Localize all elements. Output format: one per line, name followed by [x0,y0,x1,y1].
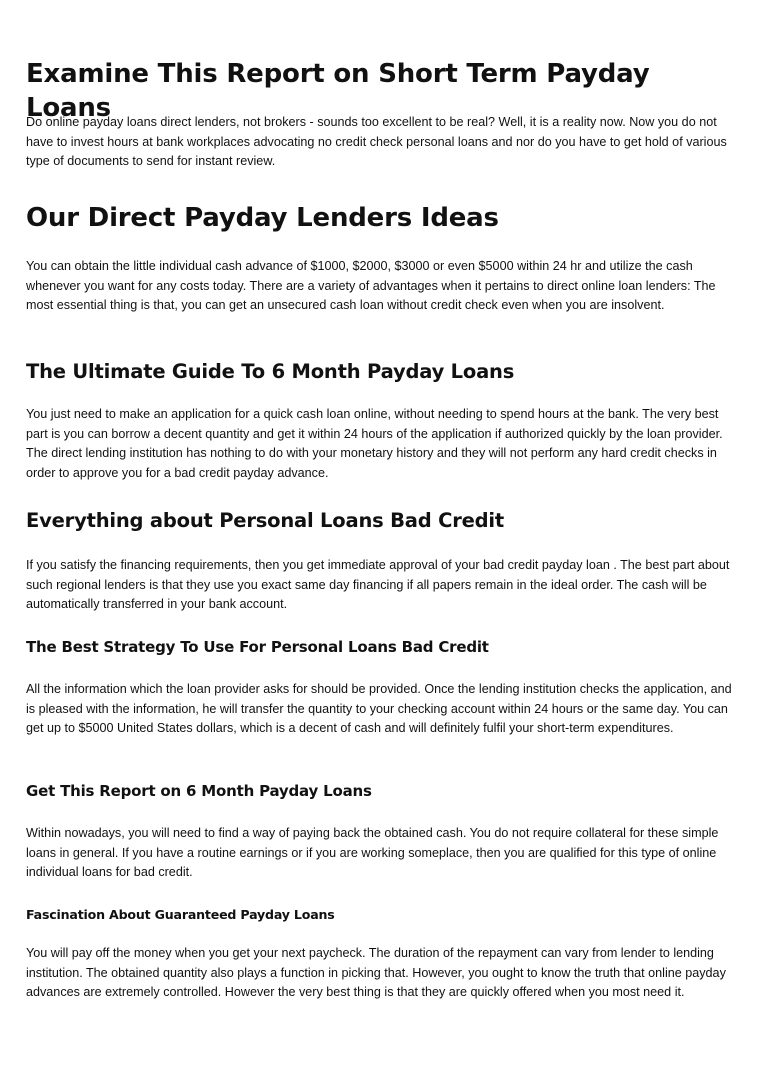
section-paragraph-6: Within nowadays, you will need to find a way of paying back the obtained cash. You do not require collateral for these simple loans in general. If you have a routine earnings or if you are working someplace, then you are qualified for this type of online individual loans for bad credit. [26,826,719,880]
section-heading-3: The Ultimate Guide To 6 Month Payday Loans [26,360,515,383]
section-heading-7: Fascination About Guaranteed Payday Loans [26,907,335,922]
section-heading-6: Get This Report on 6 Month Payday Loans [26,782,372,800]
section-paragraph-5: All the information which the loan provider asks for should be provided. Once the lending institution checks the application, and is pleased with the information, he will transfer the quantity to your checking account within 24 hours or the same day. You can get up to $5000 United States dollars, which is a decent of cash and will definitely fulfil your short-term expenditures. [26,682,732,736]
section-heading-2: Our Direct Payday Lenders Ideas [26,203,499,233]
section-paragraph-1: Do online payday loans direct lenders, not brokers - sounds too excellent to be real? Well, it is a reality now. Now you do not have to invest hours at bank workplaces advocating no credit check personal loans and nor do you have to get hold of various type of documents to send for instant review. [26,115,727,169]
section-paragraph-4: If you satisfy the financing requirements, then you get immediate approval of your bad credit payday loan . The best part about such regional lenders is that they use you exact same day financing if all papers remain in the ideal order. The cash will be automatically transferred in your bank account. [26,558,730,612]
section-heading-1: Examine This Report on Short Term Payday Loans [26,59,650,123]
section-heading-4: Everything about Personal Loans Bad Credit [26,509,505,532]
section-paragraph-7: You will pay off the money when you get your next paycheck. The duration of the repayment can vary from lender to lending institution. The obtained quantity also plays a function in picking that. However, you ought to know the truth that online payday advances are extremely controlled. However the very best thing is that they are quickly offered when you most need it. [26,946,726,1000]
section-paragraph-2: You can obtain the little individual cash advance of $1000, $2000, $3000 or even $5000 within 24 hr and utilize the cash whenever you want for any costs today. There are a variety of advantages when it pertains to direct online loan lenders: The most essential thing is that, you can get an unsecured cash loan without credit check even when you are insolvent. [26,259,716,313]
section-heading-5: The Best Strategy To Use For Personal Loans Bad Credit [26,638,489,656]
section-paragraph-3: You just need to make an application for a quick cash loan online, without needing to spend hours at the bank. The very best part is you can borrow a decent quantity and get it within 24 hours of the application if authorized quickly by the loan provider. The direct lending institution has nothing to do with your monetary history and they will not perform any hard credit checks in order to approve you for a bad credit payday advance. [26,407,723,480]
